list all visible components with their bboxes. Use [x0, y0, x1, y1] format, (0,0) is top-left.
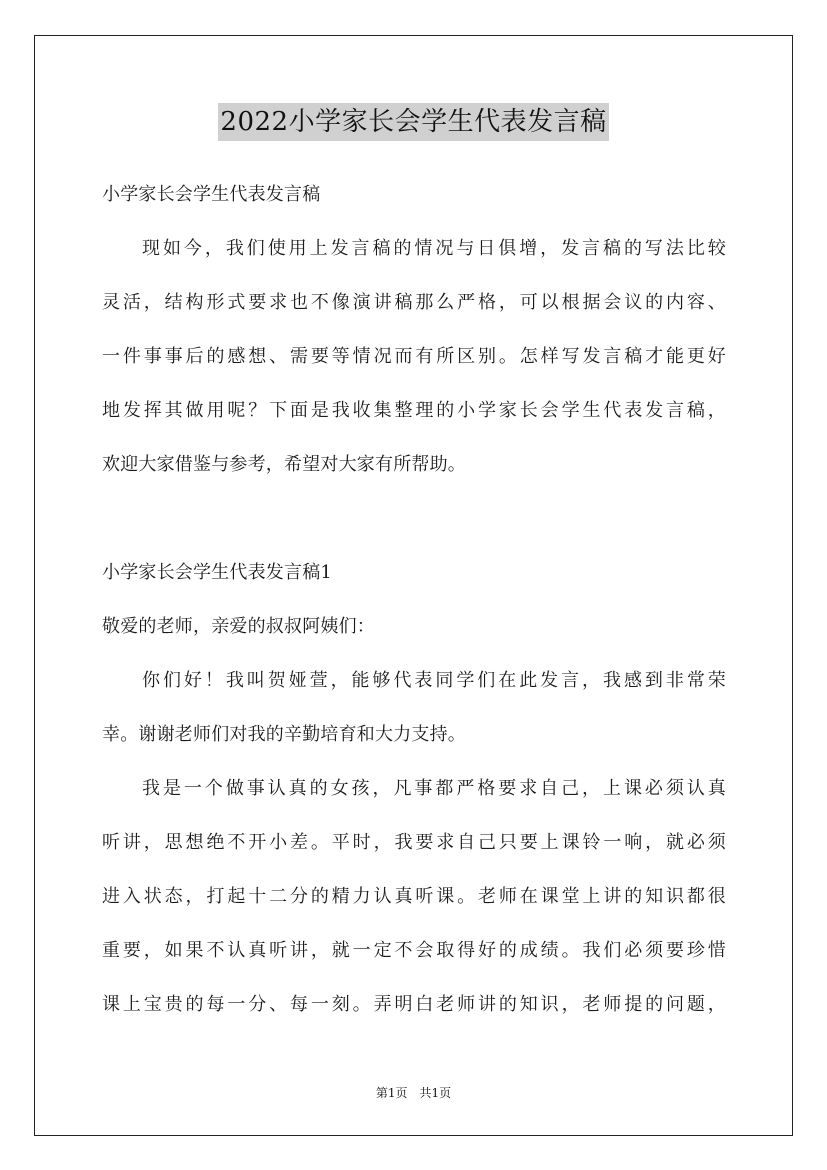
intro-line-5: 欢迎大家借鉴与参考，希望对大家有所帮助。	[102, 454, 466, 475]
intro-line-1: 现如今，我们使用上发言稿的情况与日俱增，发言稿的写法比较	[142, 238, 726, 259]
document-title: 2022小学家长会学生代表发言稿	[218, 103, 608, 141]
salutation: 敬爱的老师，亲爱的叔叔阿姨们：	[102, 616, 375, 637]
title-container	[0, 103, 827, 141]
para2-line-5: 课上宝贵的每一分、每一刻。弄明白老师讲的知识，老师提的问题，	[102, 994, 726, 1015]
intro-line-4: 地发挥其做用呢？下面是我收集整理的小学家长会学生代表发言稿，	[102, 400, 726, 421]
page-footer	[0, 1084, 827, 1101]
para2-line-4: 重要，如果不认真听讲，就一定不会取得好的成绩。我们必须要珍惜	[102, 940, 726, 961]
intro-line-2: 灵活，结构形式要求也不像演讲稿那么严格，可以根据会议的内容、	[102, 292, 726, 313]
para2-line-3: 进入状态，打起十二分的精力认真听课。老师在课堂上讲的知识都很	[102, 886, 726, 907]
page-number: 第1页	[375, 1086, 408, 1100]
para1-line-1: 你们好！我叫贺娅萱，能够代表同学们在此发言，我感到非常荣	[142, 670, 726, 691]
subtitle: 小学家长会学生代表发言稿	[102, 184, 321, 205]
page-total: 共1页	[419, 1086, 452, 1100]
para1-line-2: 幸。谢谢老师们对我的辛勤培育和大力支持。	[102, 724, 466, 745]
intro-line-3: 一件事事后的感想、需要等情况而有所区别。怎样写发言稿才能更好	[102, 346, 726, 367]
section-heading: 小学家长会学生代表发言稿1	[102, 562, 333, 583]
para2-line-2: 听讲，思想绝不开小差。平时，我要求自己只要上课铃一响，就必须	[102, 832, 726, 853]
para2-line-1: 我是一个做事认真的女孩，凡事都严格要求自己，上课必须认真	[142, 778, 726, 799]
